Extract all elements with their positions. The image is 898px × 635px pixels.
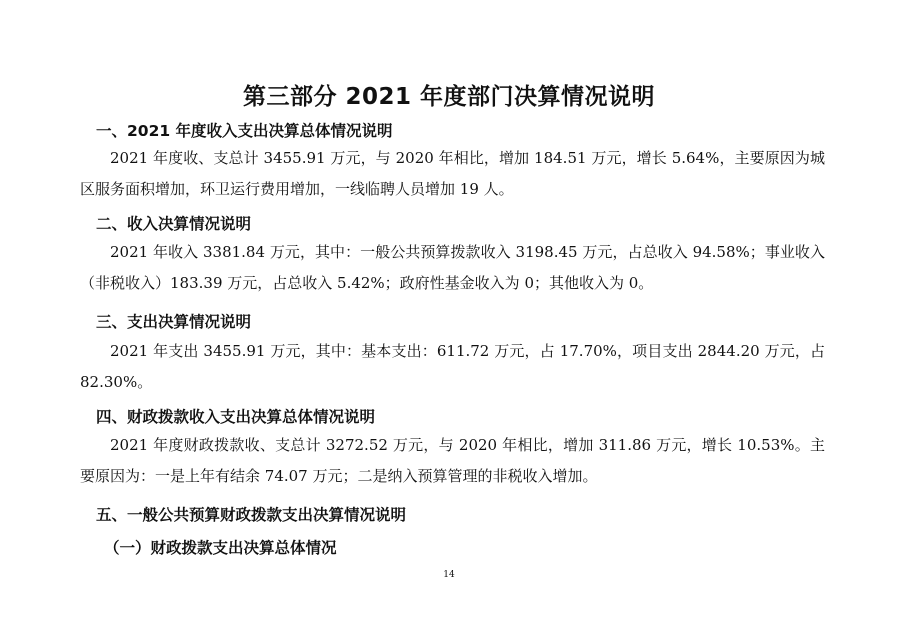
section-1-heading: 一、2021 年度收入支出决算总体情况说明 (96, 122, 393, 140)
section-4-body: 2021 年度财政拨款收、支总计 3272.52 万元，与 2020 年相比，增加 311.86 万元，增长 10.53%。主要原因为：一是上年有结余 74.07 万元；二是纳入预算管理的非税收入增加。 (80, 436, 825, 485)
section-3-body: 2021 年支出 3455.91 万元，其中：基本支出：611.72 万元，占 17.70%，项目支出 2844.20 万元，占 82.30%。 (80, 342, 825, 391)
section-2-body: 2021 年收入 3381.84 万元，其中：一般公共预算拨款收入 3198.45 万元，占总收入 94.58%；事业收入（非税收入）183.39 万元，占总收入 5.42%；政府性基金收入为 0；其他收入为 0。 (80, 243, 825, 292)
section-2-heading: 二、收入决算情况说明 (96, 215, 252, 233)
page-number: 14 (443, 570, 455, 580)
section-4-heading: 四、财政拨款收入支出决算总体情况说明 (96, 408, 376, 426)
section-5-subheading: （一）财政拨款支出决算总体情况 (104, 539, 337, 557)
section-5-heading: 五、一般公共预算财政拨款支出决算情况说明 (96, 506, 407, 524)
section-1-body: 2021 年度收、支总计 3455.91 万元，与 2020 年相比，增加 184.51 万元，增长 5.64%，主要原因为城区服务面积增加，环卫运行费用增加，一线临聘人员增加 19 人。 (80, 149, 825, 198)
page-title: 第三部分 2021 年度部门决算情况说明 (242, 84, 656, 110)
section-3-heading: 三、支出决算情况说明 (96, 313, 252, 331)
